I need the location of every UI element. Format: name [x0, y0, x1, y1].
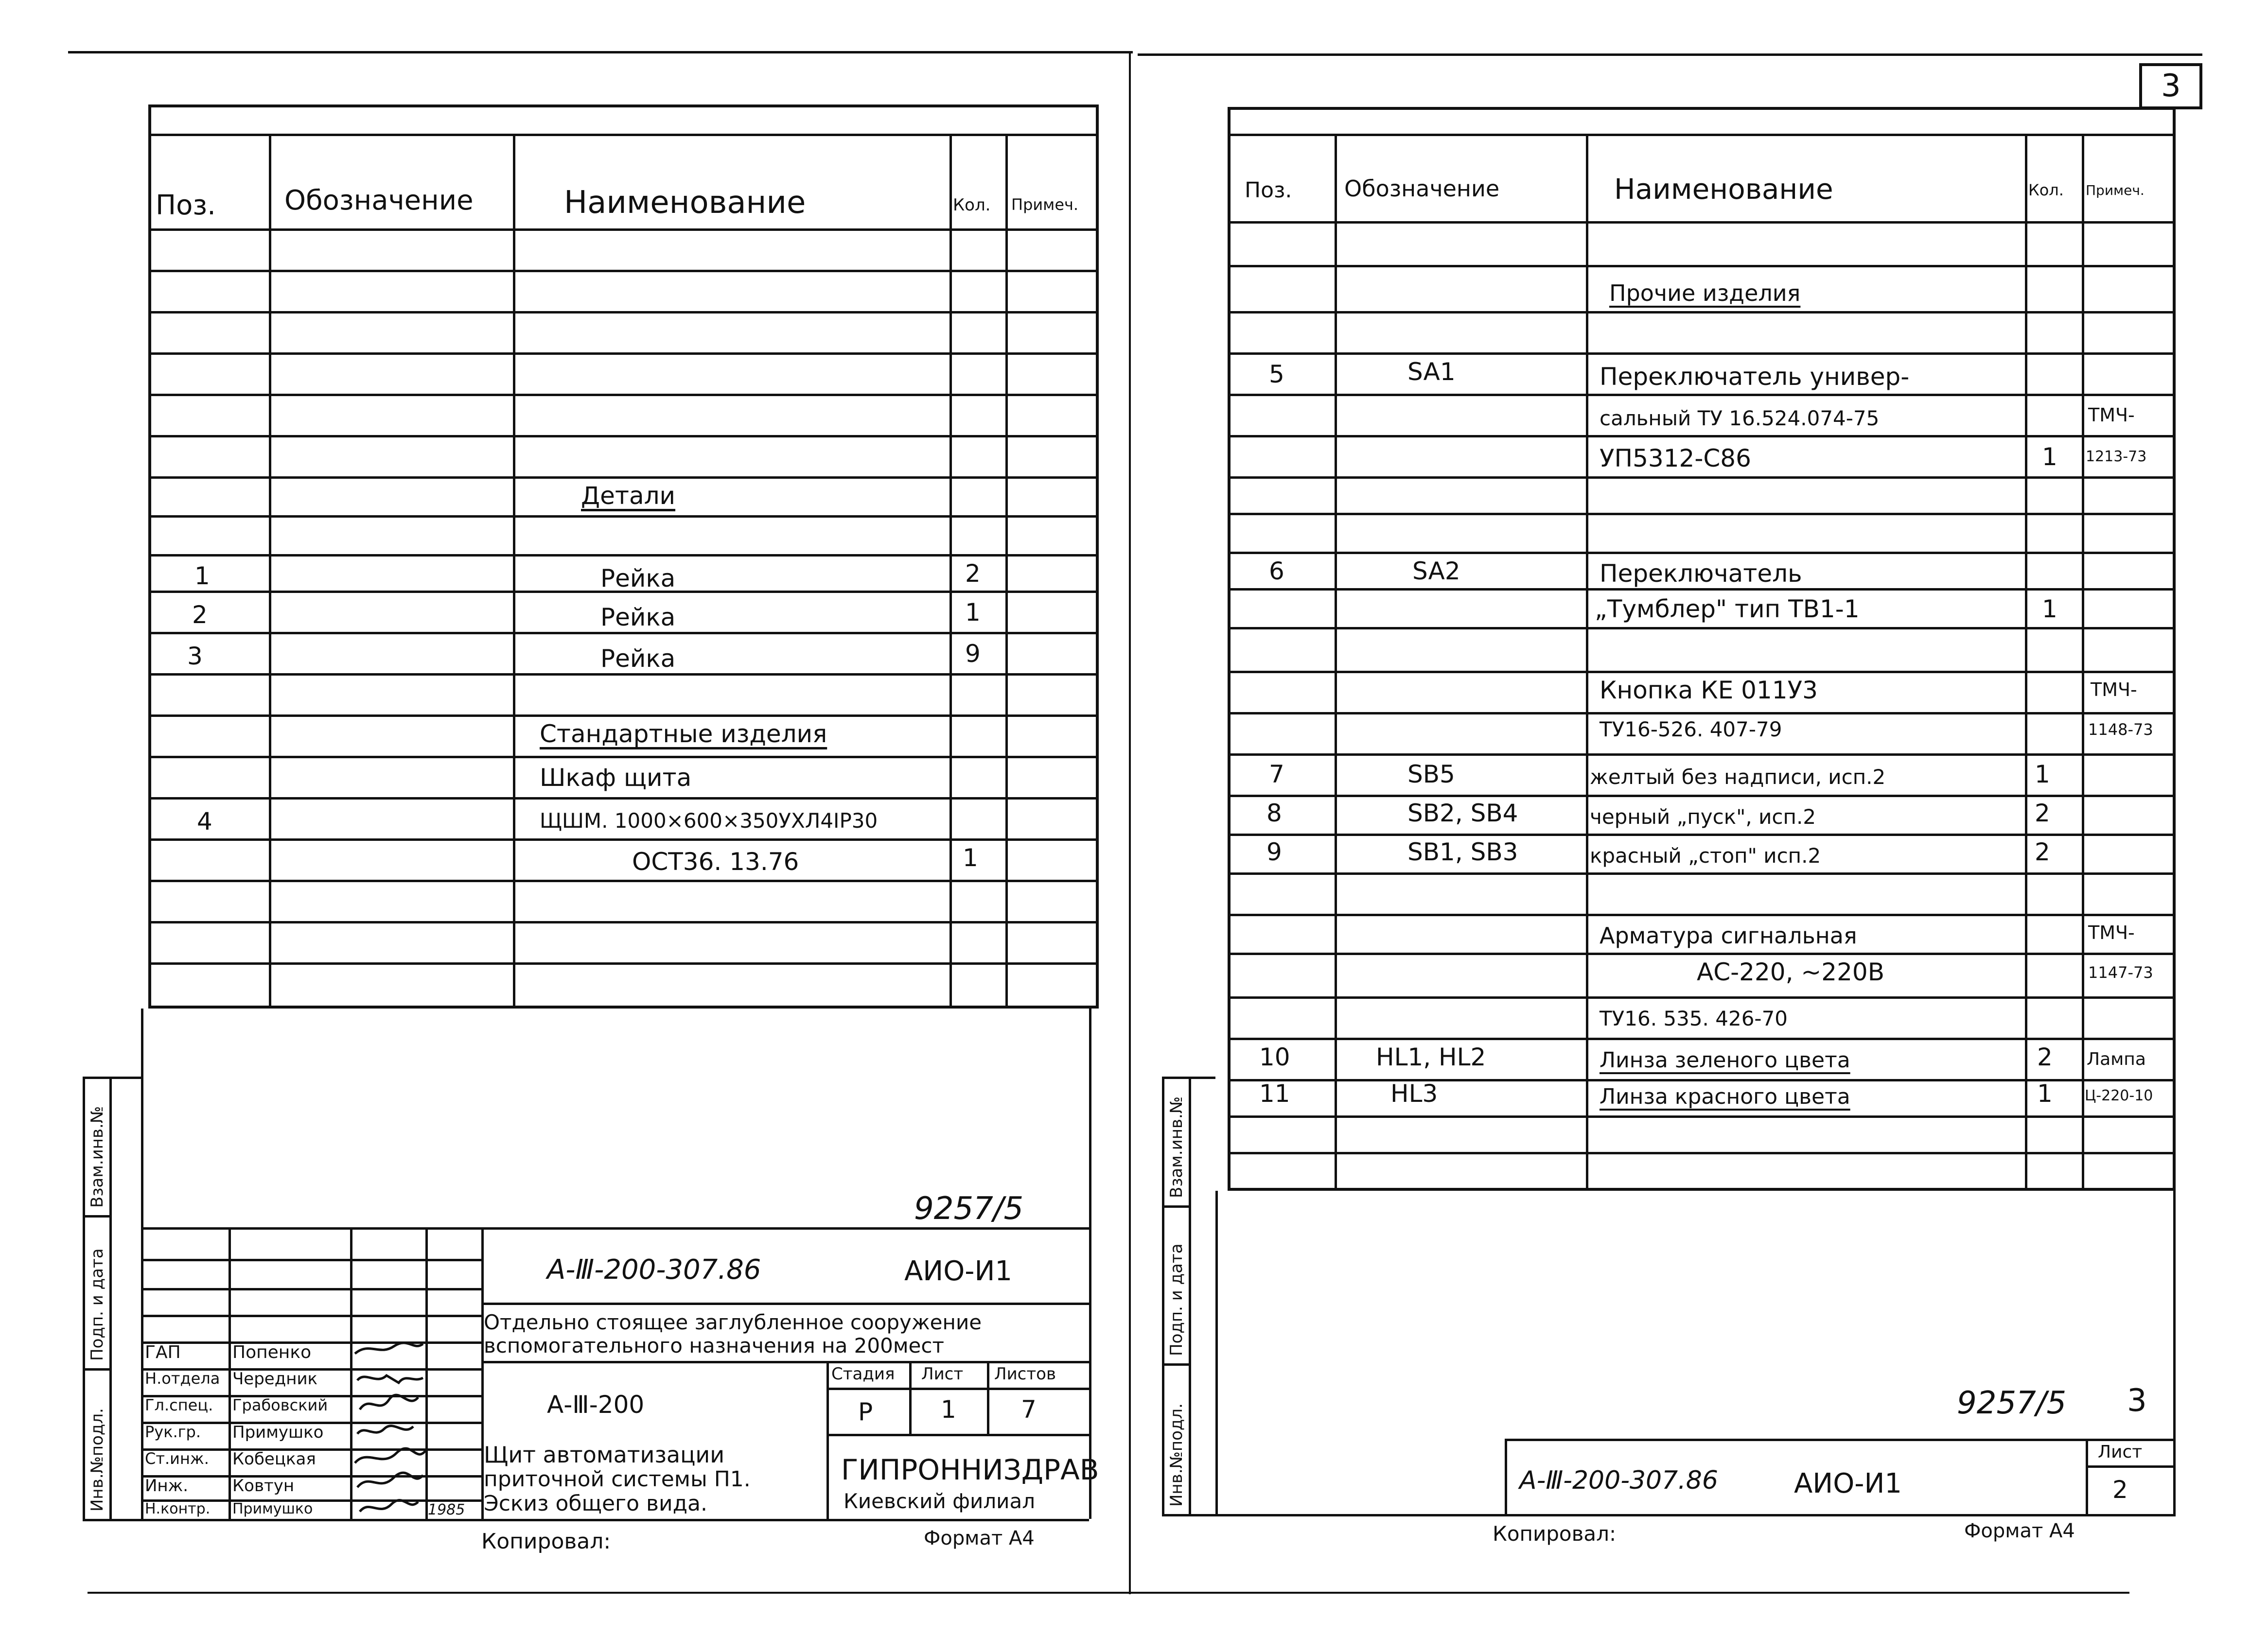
right-row-10-qty: 2	[2037, 1043, 2053, 1071]
top-rule	[68, 51, 1133, 53]
left-row-3-name: Рейка	[600, 644, 676, 673]
left-staff-name-5: Ковтун	[232, 1476, 295, 1496]
left-side-strip-div1	[83, 1215, 109, 1218]
left-staff-role-3: Рук.гр.	[145, 1423, 201, 1441]
left-lower-frame-left	[141, 1009, 143, 1519]
right-header-name: Наименование	[1614, 173, 1833, 206]
right-tb-sheet: 2	[2112, 1476, 2128, 1504]
right-row-10-name: Линза зеленого цвета	[1600, 1048, 1850, 1073]
left-tb-title-line1: Щит автоматизации	[484, 1442, 725, 1468]
left-format: Формат А4	[924, 1527, 1035, 1549]
left-row-4-name: ЩШМ. 1000×600×350УХЛ4IP30	[540, 809, 878, 833]
left-side-label-1: Подп. и дата	[88, 1248, 107, 1361]
right-row-9-name: красный „стоп" исп.2	[1590, 844, 1821, 868]
left-col-line-3	[949, 134, 952, 1009]
right-copied-by: Копировал:	[1493, 1522, 1617, 1546]
left-row-ost-qty: 1	[963, 844, 978, 872]
left-row-1-name: Рейка	[600, 564, 676, 592]
right-col-line-1	[1335, 134, 1337, 1191]
right-row-5-name: Переключатель универ-	[1600, 363, 1910, 391]
right-row-10-note: Лампа	[2087, 1049, 2146, 1069]
left-side-strip-line1	[83, 1077, 85, 1519]
left-row-1-pos: 1	[194, 562, 210, 590]
right-row-5c-name: УП5312-С86	[1600, 444, 1751, 472]
right-row-8-qty: 2	[2035, 799, 2050, 827]
left-tb-object-line2: вспомогательного назначения на 200мест	[484, 1334, 944, 1358]
right-row-8-pos: 8	[1266, 799, 1282, 827]
left-col-line-4	[1005, 134, 1008, 1009]
left-side-strip-div2	[83, 1368, 109, 1371]
left-tb-sheets: 7	[1021, 1395, 1037, 1424]
right-row-tu2-name: ТУ16. 535. 426-70	[1600, 1007, 1788, 1030]
left-tb-sheet: 1	[941, 1395, 956, 1424]
left-tb-series: А-Ⅲ-200	[547, 1391, 645, 1419]
right-page: 3	[2127, 1383, 2147, 1419]
right-tb-code: А-Ⅲ-200-307.86	[1519, 1466, 1718, 1495]
right-side-strip-line1	[1162, 1077, 1164, 1514]
left-header-line	[148, 228, 1099, 231]
left-tb-org-branch: Киевский филиал	[844, 1489, 1036, 1513]
right-row-5b-name: сальный ТУ 16.524.074-75	[1600, 406, 1880, 430]
right-row-9-pos: 9	[1266, 838, 1282, 866]
left-staff-role-4: Ст.инж.	[145, 1449, 209, 1468]
left-col-line-1	[269, 134, 271, 1009]
left-tb-stage: Р	[858, 1398, 873, 1426]
right-row-5c-qty: 1	[2042, 443, 2057, 471]
right-row-signal-name: Арматура сигнальная	[1600, 922, 1857, 949]
left-lower-frame-right	[1089, 1009, 1091, 1519]
left-staff-name-4: Кобецкая	[232, 1449, 316, 1469]
right-row-8-designation: SB2, SB4	[1407, 799, 1518, 827]
right-row-tu-note: 1148-73	[2088, 720, 2153, 739]
right-side-label-2: Взам.инв.№	[1167, 1096, 1186, 1198]
left-header-designation: Обозначение	[284, 185, 474, 216]
right-row-11-note: Ц-220-10	[2085, 1087, 2153, 1104]
right-row-6b-name: „Тумблер" тип ТВ1-1	[1595, 595, 1860, 623]
page-number: 3	[2161, 68, 2181, 104]
left-spec-frame	[148, 104, 1099, 1009]
left-tb-org-name: ГИПРОННИЗДРАВ	[841, 1453, 1099, 1486]
right-row-11-designation: HL3	[1390, 1079, 1438, 1108]
right-row-ac-note: 1147-73	[2088, 963, 2153, 982]
right-row-11-qty: 1	[2037, 1079, 2053, 1108]
right-row-5-designation: SA1	[1407, 358, 1456, 386]
right-row-8-name: черный „пуск", исп.2	[1590, 805, 1816, 829]
right-side-label-1: Подп. и дата	[1167, 1243, 1186, 1356]
left-header-qty: Кол.	[953, 195, 991, 215]
left-staff-role-2: Гл.спец.	[145, 1396, 213, 1414]
left-tb-title-line2: приточной системы П1.	[484, 1467, 751, 1492]
left-copied-by: Копировал:	[481, 1529, 611, 1554]
left-tb-stage-label: Стадия	[831, 1364, 895, 1384]
left-header-pos: Поз.	[156, 190, 216, 221]
right-row-7-name: желтый без надписи, исп.2	[1590, 765, 1886, 789]
right-col-line-4	[2082, 134, 2084, 1191]
right-tb-sheet-label: Лист	[2098, 1442, 2143, 1462]
left-row-2-qty: 1	[965, 598, 981, 627]
right-side-strip-top	[1162, 1077, 1215, 1079]
left-staff-name-6: Примушко	[232, 1500, 313, 1517]
left-tb-year: 1985	[428, 1501, 465, 1518]
left-code-number: 9257/5	[914, 1191, 1024, 1227]
right-row-6-designation: SA2	[1412, 557, 1460, 585]
left-row-ost-name: ОСТ36. 13.76	[632, 848, 799, 876]
right-row-ac-name: АС-220, ~220В	[1697, 958, 1885, 986]
left-staff-role-0: ГАП	[145, 1342, 181, 1362]
right-row-6-name: Переключатель	[1600, 559, 1802, 588]
right-frame-top2	[1228, 134, 2176, 136]
right-tb-sheet-code: АИО-И1	[1794, 1468, 1902, 1499]
right-format: Формат А4	[1964, 1520, 2075, 1542]
left-tb-sheets-label: Листов	[994, 1364, 1056, 1384]
left-row-4-pos: 4	[197, 807, 212, 835]
right-lower-frame-bottom	[1162, 1514, 2176, 1516]
right-row-6-pos: 6	[1269, 557, 1284, 585]
left-tb-object-line1: Отдельно стоящее заглубленное сооружение	[484, 1310, 982, 1334]
left-staff-name-2: Грабовский	[232, 1396, 328, 1414]
right-lower-frame-left	[1215, 1191, 1218, 1516]
right-row-9-designation: SB1, SB3	[1407, 838, 1518, 866]
left-side-label-2: Взам.инв.№	[88, 1106, 107, 1208]
right-col-line-2	[1586, 134, 1588, 1191]
right-row-button-note: ТМЧ-	[2091, 679, 2137, 700]
left-side-strip-line2	[109, 1077, 112, 1519]
left-row-details-heading: Детали	[581, 482, 676, 510]
left-header-name: Наименование	[564, 185, 806, 221]
right-row-tu-name: ТУ16-526. 407-79	[1600, 717, 1782, 741]
left-row-2-pos: 2	[192, 601, 208, 629]
center-fold	[1129, 53, 1131, 1594]
left-row-cabinet: Шкаф щита	[540, 764, 692, 792]
left-row-3-pos: 3	[187, 642, 203, 670]
right-row-5b-note: ТМЧ-	[2088, 404, 2135, 426]
left-row-2-name: Рейка	[600, 603, 676, 631]
right-row-5c-note: 1213-73	[2086, 448, 2147, 465]
left-staff-role-5: Инж.	[145, 1476, 189, 1496]
right-code-number: 9257/5	[1957, 1385, 2067, 1421]
right-side-strip-div1	[1162, 1205, 1189, 1208]
right-side-label-0: Инв.№подл.	[1167, 1403, 1186, 1507]
left-signatures	[350, 1337, 428, 1521]
right-row-9-qty: 2	[2035, 838, 2050, 866]
left-staff-role-1: Н.отдела	[145, 1369, 220, 1388]
left-tb-title-line3: Эскиз общего вида.	[484, 1491, 707, 1516]
left-row-1-qty: 2	[965, 559, 981, 588]
left-frame-top2	[148, 134, 1099, 136]
left-tb-sheet-code: АИО-И1	[904, 1255, 1013, 1287]
left-side-label-0: Инв.№подл.	[88, 1408, 107, 1512]
top-rule-right	[1138, 53, 2202, 56]
right-row-7-pos: 7	[1269, 760, 1284, 788]
left-staff-role-6: Н.контр.	[145, 1500, 211, 1517]
left-header-note: Примеч.	[1011, 195, 1079, 214]
left-tb-sheet-label: Лист	[921, 1364, 964, 1384]
right-row-11-pos: 11	[1259, 1079, 1290, 1108]
right-row-button-name: Кнопка КЕ 011У3	[1600, 676, 1818, 704]
right-header-note: Примеч.	[2086, 182, 2145, 198]
right-side-strip-line2	[1189, 1077, 1191, 1514]
right-header-pos: Поз.	[1245, 178, 1292, 203]
left-col-line-2	[513, 134, 515, 1009]
right-side-strip-div2	[1162, 1363, 1189, 1366]
right-row-5-pos: 5	[1269, 360, 1284, 388]
right-header-qty: Кол.	[2028, 181, 2064, 199]
left-tb-code: А-Ⅲ-200-307.86	[547, 1254, 761, 1286]
left-row-standard-heading: Стандартные изделия	[540, 720, 827, 748]
left-row-3-qty: 9	[965, 640, 981, 668]
right-row-other-heading: Прочие изделия	[1609, 280, 1801, 306]
right-row-6b-qty: 1	[2042, 595, 2057, 623]
right-header-line	[1228, 221, 2176, 224]
right-row-11-name: Линза красного цвета	[1600, 1084, 1850, 1109]
right-row-7-qty: 1	[2035, 760, 2050, 788]
bottom-rule	[88, 1592, 2129, 1594]
left-staff-name-3: Примушко	[232, 1423, 324, 1442]
right-row-10-pos: 10	[1259, 1043, 1290, 1071]
right-row-signal-note: ТМЧ-	[2088, 922, 2135, 943]
right-row-7-designation: SB5	[1407, 760, 1455, 788]
left-staff-name-1: Чередник	[232, 1369, 318, 1389]
left-side-strip-top	[83, 1077, 141, 1079]
right-header-designation: Обозначение	[1344, 175, 1500, 202]
left-staff-name-0: Попенко	[232, 1342, 312, 1362]
right-row-10-designation: HL1, HL2	[1376, 1043, 1486, 1071]
right-col-line-3	[2025, 134, 2027, 1191]
